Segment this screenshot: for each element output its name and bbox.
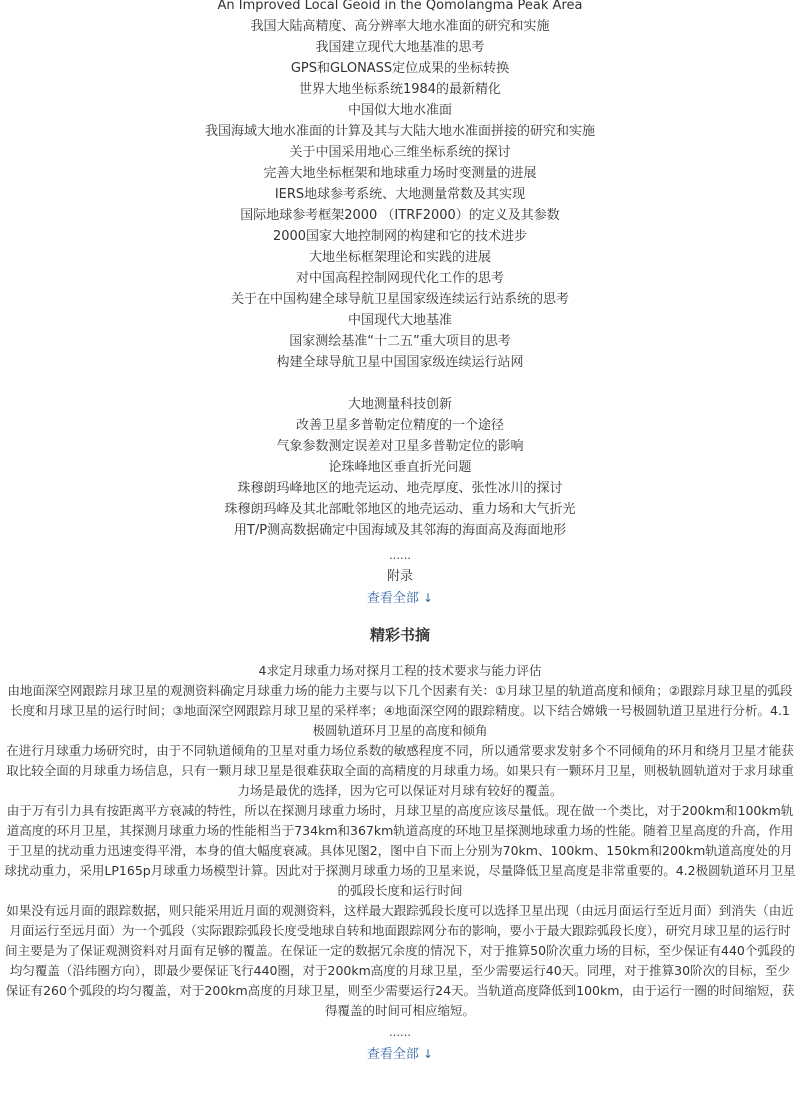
excerpt-show-all-label: 查看全部: [366, 1047, 419, 1062]
table-of-contents: [0, 0, 800, 541]
toc-item[interactable]: 我国海域大地水准面的计算及其与大陆大地水准面拼接的研究和实施: [204, 124, 595, 139]
toc-item[interactable]: 大地坐标框架理论和实践的进展: [308, 250, 491, 265]
toc-item[interactable]: An Improved Local Geoid in the Qomolangma Peak Area: [217, 0, 583, 13]
excerpt-ellipsis: ……: [389, 1026, 411, 1039]
toc-item[interactable]: 对中国高程控制网现代化工作的思考: [295, 271, 504, 286]
excerpt-paragraph: 由地面深空网跟踪月球卫星的观测资料确定月球重力场的能力主要与以下几个因素有关：①月球卫星的轨道高度和倾角；②跟踪月球卫星的弧段长度和月球卫星的运行时间；③地面深空网跟踪月球卫星的采样率；④地面深空网的跟踪精度。以下结合嫦娥一号极圆轨道卫星进行分析。4.1极圆轨道环月卫星的高度和倾角: [7, 683, 793, 738]
excerpt-paragraph: 在进行月球重力场研究时，由于不同轨道倾角的卫星对重力场位系数的敏感程度不同，所以通常要求发射多个不同倾角的环月和绕月卫星才能获取比较全面的月球重力场信息，只有一颗月球卫星是很难获取全面的高精度的月球重力场。如果只有一颗环月卫星，则极轨圆轨道对于求月球重力场是最优的选择，因为它可以保证对月球有较好的覆盖。: [6, 743, 794, 798]
toc-item[interactable]: 用T/P测高数据确定中国海域及其邻海的海面高及海面地形: [233, 523, 567, 538]
toc-item[interactable]: 关于中国采用地心三维坐标系统的探讨: [289, 145, 511, 160]
excerpt-body: [0, 661, 800, 1021]
toc-item[interactable]: 2000国家大地控制网的构建和它的技术进步: [272, 229, 528, 244]
toc-item[interactable]: 大地测量科技创新: [347, 397, 452, 412]
arrow-down-icon: ↓: [423, 591, 434, 605]
excerpt-paragraph: 如果没有远月面的跟踪数据，则只能采用近月面的观测资料，这样最大跟踪弧段长度可以选择卫星出现（由远月面运行至近月面）到消失（由近月面运行至远月面）为一个弧段（实际跟踪弧段长度受地球自转和地面跟踪网分布的影响，要小于最大跟踪弧段长度），研究月球卫星的运行时间主要是为了保证观测资料对月面有足够的覆盖。在保证一定的数据冗余度的情况下，对于推算50阶次重力场的目标，至少保证有440个弧段的均匀覆盖（沿纬圈方向），即最少要保证飞行440圈，对于200km高度的月球卫星，至少需要运行40天。同理，对于推算30阶次的目标，至少保证有260个弧段的均匀覆盖，对于200km高度的月球卫星，则至少需要运行24天。当轨道高度降低到100km，由于运行一圈的时间缩短，获得覆盖的时间可相应缩短。: [5, 903, 795, 1018]
arrow-down-icon: ↓: [423, 1047, 434, 1061]
toc-show-all-link[interactable]: [0, 587, 800, 609]
toc-item[interactable]: 改善卫星多普勒定位精度的一个途径: [295, 418, 504, 433]
toc-item[interactable]: 国家测绘基准“十二五”重大项目的思考: [289, 334, 511, 349]
toc-item[interactable]: 珠穆朗玛峰地区的地壳运动、地壳厚度、张性冰川的探讨: [237, 481, 563, 496]
toc-item[interactable]: 论珠峰地区垂直折光问题: [328, 460, 472, 475]
toc-show-all-label: 查看全部: [366, 591, 419, 606]
toc-item[interactable]: 世界大地坐标系统1984的最新精化: [298, 82, 502, 97]
toc-item[interactable]: 中国似大地水准面: [347, 103, 452, 118]
toc-appendix: 附录: [386, 569, 413, 584]
toc-item[interactable]: 珠穆朗玛峰及其北部毗邻地区的地壳运动、重力场和大气折光: [224, 502, 576, 517]
excerpt-paragraph: 由于万有引力具有按距离平方衰减的特性，所以在探测月球重力场时，月球卫星的高度应该尽量低。现在做一个类比，对于200km和100km轨道高度的环月卫星，其探测月球重力场的性能相当于734km和367km轨道高度的环地卫星探测地球重力场的性能。随着卫星高度的升高，作用于卫星的扰动重力迅速变得平滑，本身的值大幅度衰减。具体见图2，图中自下而上分别为70km、100km、150km和200km轨道高度处的月球扰动重力，采用LP165p月球重力场模型计算。因此对于探测月球重力场的卫星来说，尽量降低卫星高度是非常重要的。4.2极圆轨道环月卫星的弧段长度和运行时间: [4, 803, 796, 898]
excerpt-title: 精彩书摘: [369, 626, 430, 644]
toc-item[interactable]: GPS和GLONASS定位成果的坐标转换: [290, 61, 510, 76]
toc-ellipsis: ……: [389, 549, 411, 562]
toc-item[interactable]: 构建全球导航卫星中国国家级连续运行站网: [276, 355, 524, 370]
toc-item[interactable]: 完善大地坐标框架和地球重力场时变测量的进展: [263, 166, 537, 181]
excerpt-show-all-link[interactable]: [0, 1043, 800, 1065]
toc-item[interactable]: 中国现代大地基准: [347, 313, 452, 328]
toc-item[interactable]: [0, 373, 800, 394]
toc-item[interactable]: 我国建立现代大地基准的思考: [315, 40, 485, 55]
toc-item[interactable]: 我国大陆高精度、高分辨率大地水准面的研究和实施: [250, 19, 550, 34]
toc-item[interactable]: IERS地球参考系统、大地测量常数及其实现: [274, 187, 526, 202]
toc-item[interactable]: 国际地球参考框架2000 （ITRF2000）的定义及其参数: [240, 208, 560, 223]
toc-item[interactable]: 关于在中国构建全球导航卫星国家级连续运行站系统的思考: [230, 292, 569, 307]
excerpt-paragraph: 4求定月球重力场对探月工程的技术要求与能力评估: [258, 663, 542, 678]
toc-item[interactable]: 气象参数测定误差对卫星多普勒定位的影响: [276, 439, 524, 454]
